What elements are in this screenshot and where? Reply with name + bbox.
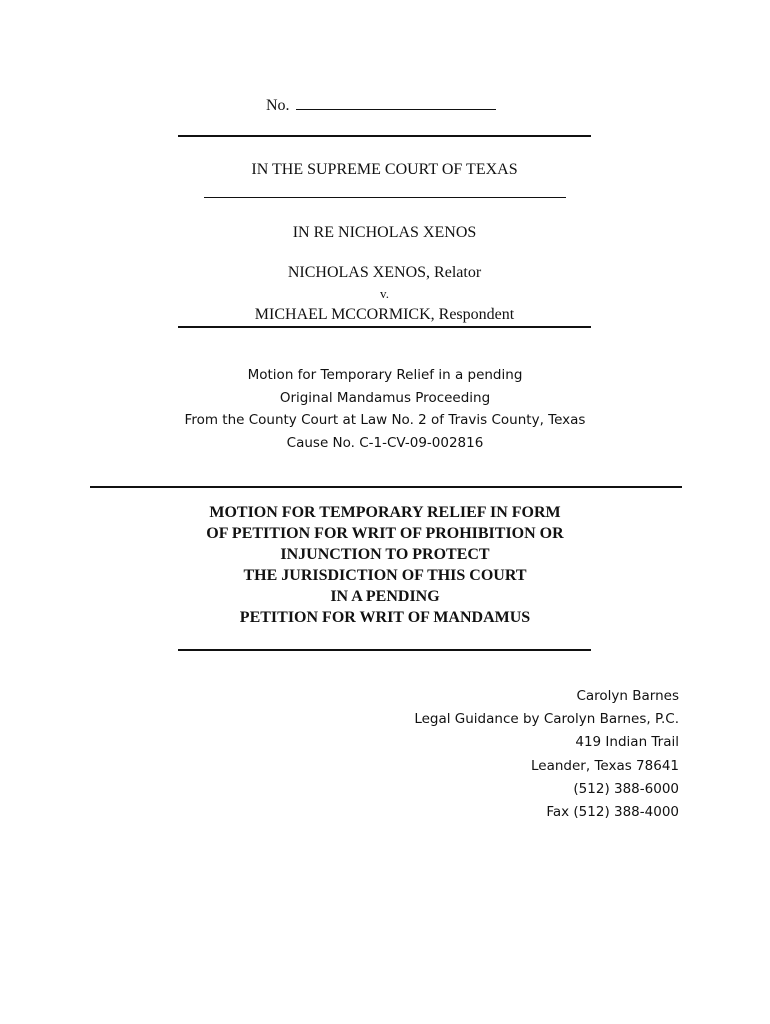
divider-title-bottom: [178, 649, 591, 651]
origin-line-4: Cause No. C-1-CV-09-002816: [286, 434, 484, 451]
title-line-2: OF PETITION FOR WRIT OF PROHIBITION OR: [206, 525, 564, 542]
title-line-4: THE JURISDICTION OF THIS COURT: [243, 567, 527, 584]
divider-title-top: [90, 486, 682, 488]
case-number-label: No.: [266, 97, 290, 114]
counsel-name: Carolyn Barnes: [576, 688, 679, 704]
counsel-city: Leander, Texas 78641: [531, 757, 679, 774]
case-number: [266, 94, 496, 115]
counsel-block: [300, 685, 679, 824]
title-line-1: MOTION FOR TEMPORARY RELIEF IN FORM: [209, 504, 561, 521]
versus: v.: [380, 286, 389, 301]
motion-title: [140, 502, 630, 628]
case-number-blank: [296, 94, 496, 110]
divider-parties: [178, 326, 591, 328]
title-line-3: INJUNCTION TO PROTECT: [280, 546, 490, 563]
counsel-street: 419 Indian Trail: [575, 734, 679, 751]
counsel-firm: Legal Guidance by Carolyn Barnes, P.C.: [414, 711, 679, 728]
origin-block: [100, 364, 670, 454]
divider-top: [178, 135, 591, 137]
counsel-fax: Fax (512) 388-4000: [546, 804, 679, 821]
title-line-5: IN A PENDING: [330, 588, 440, 605]
divider-court: [204, 197, 566, 198]
court-name: IN THE SUPREME COURT OF TEXAS: [251, 161, 518, 178]
origin-line-3: From the County Court at Law No. 2 of Travis County, Texas: [184, 412, 586, 428]
title-line-6: PETITION FOR WRIT OF MANDAMUS: [239, 609, 531, 626]
counsel-phone: (512) 388-6000: [573, 780, 679, 797]
respondent: MICHAEL MCCORMICK, Respondent: [254, 306, 515, 323]
origin-line-1: Motion for Temporary Relief in a pending: [247, 367, 523, 383]
in-re-caption: IN RE NICHOLAS XENOS: [292, 224, 477, 241]
relator: NICHOLAS XENOS, Relator: [287, 264, 482, 281]
origin-line-2: Original Mandamus Proceeding: [279, 389, 491, 406]
